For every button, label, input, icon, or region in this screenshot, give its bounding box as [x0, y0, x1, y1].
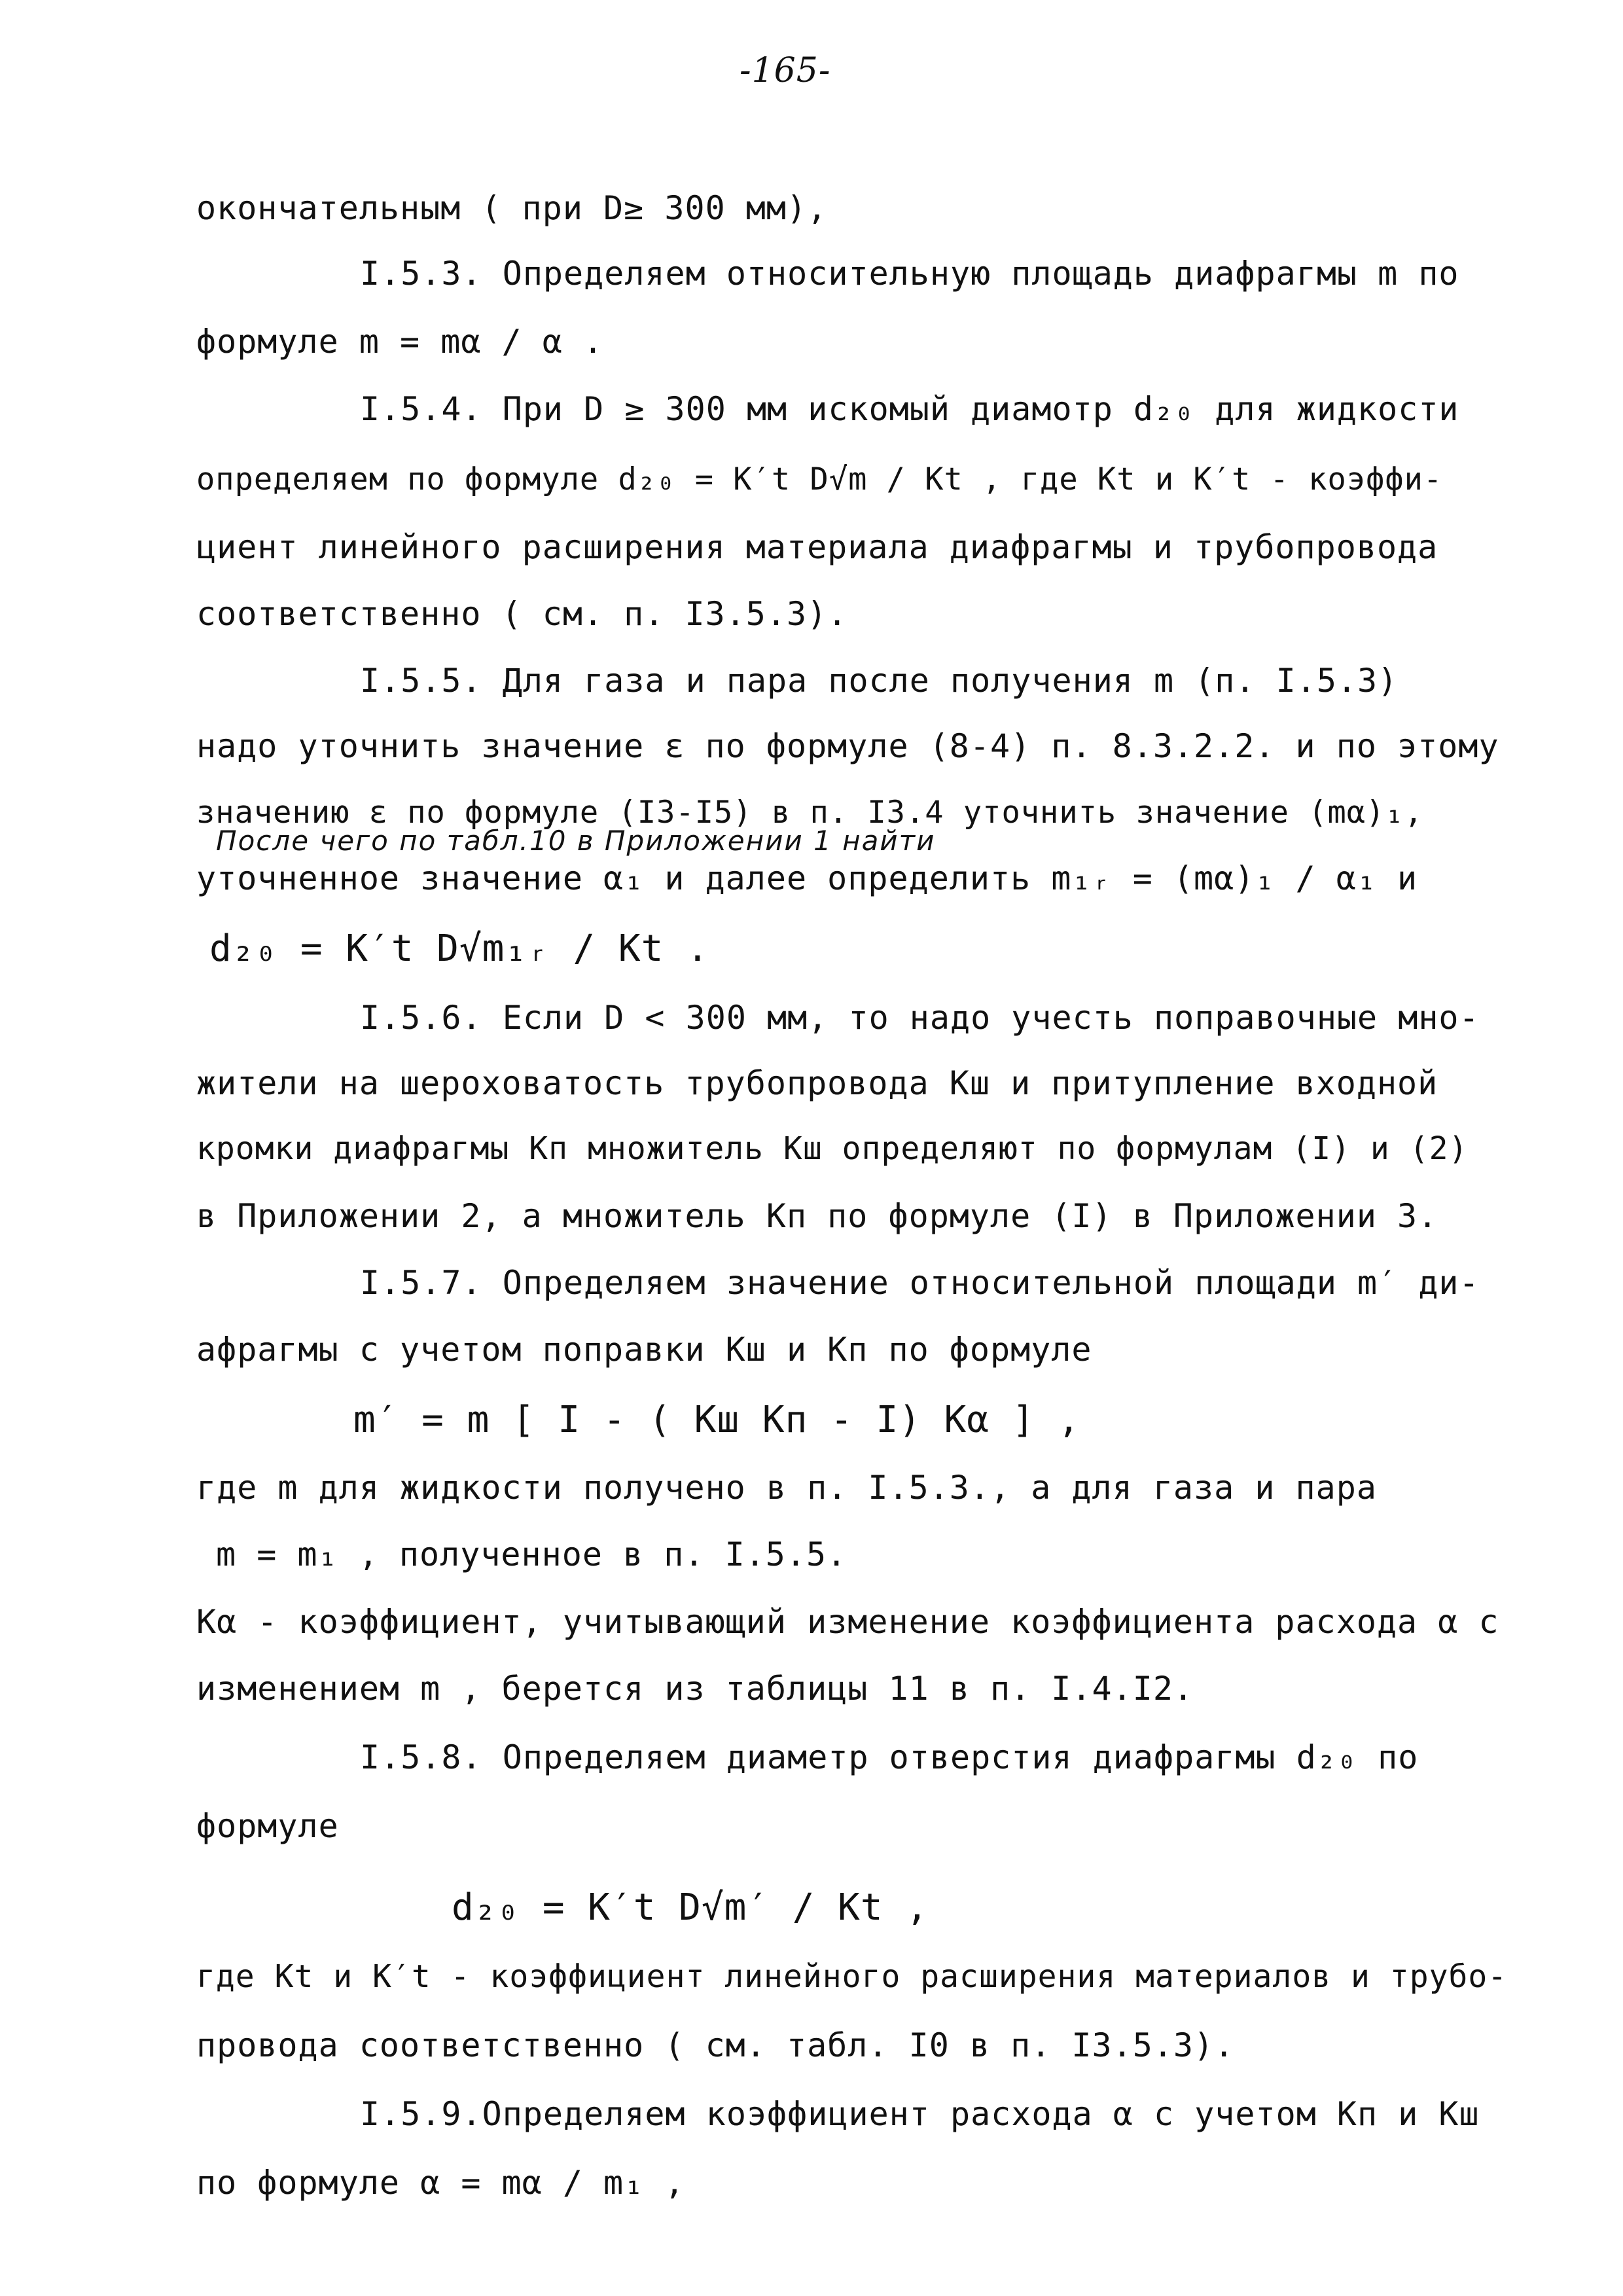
text-line-5: определяем по формуле d₂₀ = K′t D√m / Kt , где Kt и K′t - коэффи- — [196, 461, 1443, 497]
text-line-9: надо уточнить значение ε по формуле (8-4) п. 8.3.2.2. и по этому — [196, 727, 1499, 765]
text-line-4: I.5.4. При D ≥ 300 мм искомый диамотр d₂₀ для жидкости — [360, 390, 1459, 428]
text-line-19: m = m₁ , полученное в п. I.5.5. — [216, 1535, 847, 1573]
text-line-1: окончательным ( при D≥ 300 мм), — [196, 189, 828, 227]
text-line-25: провода соответственно ( см. табл. I0 в п. I3.5.3). — [196, 2026, 1235, 2064]
text-line-11: уточненное значение α₁ и далее определить m₁ᵣ = (mα)₁ / α₁ и — [196, 859, 1418, 897]
formula-d20-m-prime: d₂₀ = K′t D√m′ / Kt , — [452, 1886, 929, 1929]
text-line-26: I.5.9.Определяем коэффициент расхода α с учетом Kп и Kш — [360, 2095, 1480, 2133]
text-line-18: где m для жидкости получено в п. I.5.3., а для газа и пара — [196, 1469, 1377, 1507]
handwritten-insert: После чего по табл.10 в Приложении 1 найти — [216, 825, 936, 857]
text-line-7: соответственно ( см. п. I3.5.3). — [196, 595, 848, 633]
text-line-13: жители на шероховатость трубопровода Kш и притупление входной — [196, 1064, 1438, 1102]
text-line-10: значению ε по формуле (I3-I5) в п. I3.4 уточнить значение (mα)₁, — [196, 795, 1423, 831]
text-line-12: I.5.6. Если D < 300 мм, то надо учесть поправочные мно- — [360, 999, 1480, 1037]
text-line-2: I.5.3. Определяем относительную площадь диафрагмы m по — [360, 255, 1459, 293]
text-line-21: изменением m , берется из таблицы 11 в п. I.4.I2. — [196, 1670, 1194, 1708]
text-line-23: формуле — [196, 1807, 339, 1845]
text-line-24: где Kt и K′t - коэффициент линейного расширения материалов и трубо- — [196, 1958, 1508, 1995]
text-line-6: циент линейного расширения материала диафрагмы и трубопровода — [196, 528, 1438, 566]
formula-m-prime: m′ = m [ I - ( Kш Kп - I) Kα ] , — [353, 1399, 1080, 1441]
page-number: -165- — [740, 51, 831, 90]
text-line-22: I.5.8. Определяем диаметр отверстия диафрагмы d₂₀ по — [360, 1738, 1419, 1776]
text-line-17: афрагмы с учетом поправки Kш и Kп по формуле — [196, 1331, 1092, 1369]
text-line-8: I.5.5. Для газа и пара после получения m (п. I.5.3) — [360, 662, 1399, 700]
text-line-3: формуле m = mα / α . — [196, 323, 604, 361]
text-line-15: в Приложении 2, а множитель Kп по формуле (I) в Приложении 3. — [196, 1197, 1438, 1235]
formula-d20-m1r: d₂₀ = K′t D√m₁ᵣ / Kt . — [209, 927, 709, 970]
text-line-20: Kα - коэффициент, учитывающий изменение коэффициента расхода α с — [196, 1603, 1499, 1641]
text-line-16: I.5.7. Определяем значение относительной площади m′ ди- — [360, 1264, 1480, 1302]
text-line-14: кромки диафрагмы Kп множитель Kш определяют по формулам (I) и (2) — [196, 1130, 1469, 1167]
text-line-27: по формуле α = mα / m₁ , — [196, 2164, 685, 2202]
